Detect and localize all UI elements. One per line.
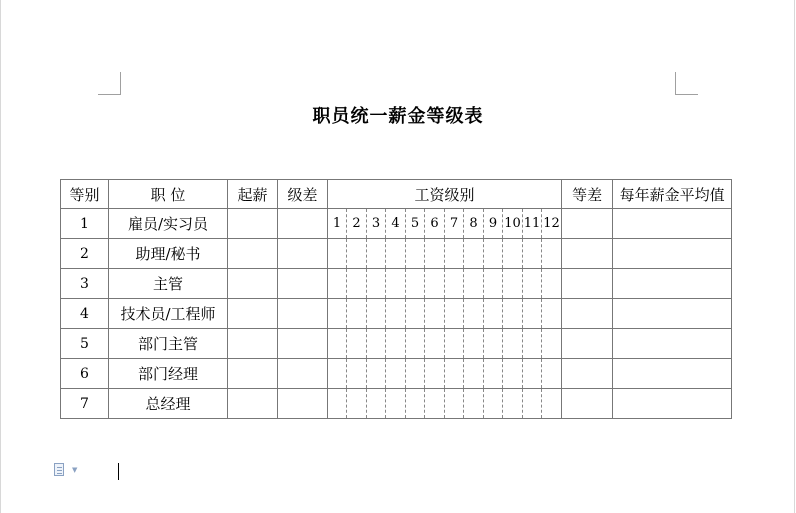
level-diff-cell[interactable] [278, 299, 328, 329]
annual-avg-cell[interactable] [613, 329, 732, 359]
table-row [61, 239, 732, 269]
starting-salary-cell[interactable] [228, 329, 278, 359]
level-cell[interactable] [542, 359, 562, 389]
level-cell[interactable] [406, 299, 425, 329]
level-cell[interactable] [406, 389, 425, 419]
level-number-3[interactable]: 3 [367, 209, 386, 239]
margin-corner-top-right [675, 72, 698, 95]
starting-salary-cell[interactable] [228, 299, 278, 329]
annual-avg-cell[interactable] [613, 269, 732, 299]
level-cell[interactable] [484, 389, 503, 419]
position-cell[interactable]: 部门主管 [109, 329, 228, 359]
level-cell[interactable] [425, 359, 445, 389]
level-cell[interactable] [328, 329, 347, 359]
position-cell[interactable]: 助理/秘书 [109, 239, 228, 269]
header-level-diff[interactable]: 级差 [278, 180, 328, 209]
level-cell[interactable] [445, 389, 464, 419]
level-cell[interactable] [367, 329, 386, 359]
level-cell[interactable] [464, 299, 484, 329]
annual-avg-cell[interactable] [613, 299, 732, 329]
level-cell[interactable] [484, 299, 503, 329]
position-cell[interactable]: 主管 [109, 269, 228, 299]
level-cell[interactable] [367, 239, 386, 269]
table-row [61, 359, 732, 389]
level-cell[interactable] [464, 389, 484, 419]
level-cell[interactable] [328, 239, 347, 269]
level-cell[interactable] [425, 299, 445, 329]
level-cell[interactable] [484, 269, 503, 299]
level-cell[interactable] [386, 299, 406, 329]
grade-cell[interactable]: 6 [61, 359, 109, 389]
level-cell[interactable] [347, 269, 367, 299]
level-cell[interactable] [523, 389, 542, 419]
starting-salary-cell[interactable] [228, 389, 278, 419]
grade-diff-cell[interactable] [562, 209, 613, 239]
level-cell[interactable] [406, 269, 425, 299]
level-diff-cell[interactable] [278, 329, 328, 359]
level-cell[interactable] [425, 269, 445, 299]
level-cell[interactable] [542, 389, 562, 419]
level-cell[interactable] [542, 329, 562, 359]
header-salary-levels[interactable]: 工资级别 [328, 180, 562, 209]
grade-cell[interactable]: 1 [61, 209, 109, 239]
level-number-5[interactable]: 5 [406, 209, 425, 239]
level-number-9[interactable]: 9 [484, 209, 503, 239]
position-cell[interactable]: 总经理 [109, 389, 228, 419]
starting-salary-cell[interactable] [228, 359, 278, 389]
level-cell[interactable] [328, 269, 347, 299]
grade-diff-cell[interactable] [562, 329, 613, 359]
level-cell[interactable] [503, 239, 523, 269]
level-cell[interactable] [347, 359, 367, 389]
level-cell[interactable] [367, 269, 386, 299]
level-cell[interactable] [347, 299, 367, 329]
table-row [61, 299, 732, 329]
level-cell[interactable] [425, 239, 445, 269]
level-cell[interactable] [484, 329, 503, 359]
level-cell[interactable] [328, 359, 347, 389]
starting-salary-cell[interactable] [228, 269, 278, 299]
level-cell[interactable] [347, 329, 367, 359]
level-cell[interactable] [464, 359, 484, 389]
table-row [61, 389, 732, 419]
level-cell[interactable] [328, 389, 347, 419]
grade-cell[interactable]: 4 [61, 299, 109, 329]
level-diff-cell[interactable] [278, 239, 328, 269]
header-starting-salary[interactable]: 起薪 [228, 180, 278, 209]
level-cell[interactable] [523, 359, 542, 389]
level-cell[interactable] [523, 239, 542, 269]
table-header-row [61, 180, 732, 209]
level-cell[interactable] [425, 329, 445, 359]
level-cell[interactable] [464, 269, 484, 299]
grade-diff-cell[interactable] [562, 359, 613, 389]
level-cell[interactable] [503, 359, 523, 389]
level-cell[interactable] [386, 359, 406, 389]
level-cell[interactable] [445, 239, 464, 269]
level-cell[interactable] [464, 239, 484, 269]
table-row [61, 209, 732, 239]
level-cell[interactable] [523, 299, 542, 329]
document-title[interactable]: 职员统一薪金等级表 [312, 106, 484, 127]
level-number-4[interactable]: 4 [386, 209, 406, 239]
level-cell[interactable] [542, 239, 562, 269]
level-cell[interactable] [464, 329, 484, 359]
level-cell[interactable] [523, 269, 542, 299]
grade-diff-cell[interactable] [562, 239, 613, 269]
level-cell[interactable] [406, 329, 425, 359]
position-cell[interactable]: 雇员/实习员 [109, 209, 228, 239]
starting-salary-cell[interactable] [228, 239, 278, 269]
level-cell[interactable] [484, 359, 503, 389]
grade-diff-cell[interactable] [562, 389, 613, 419]
level-cell[interactable] [503, 299, 523, 329]
grade-cell[interactable]: 2 [61, 239, 109, 269]
level-cell[interactable] [425, 389, 445, 419]
level-cell[interactable] [347, 389, 367, 419]
table-row [61, 329, 732, 359]
level-cell[interactable] [503, 389, 523, 419]
level-cell[interactable] [386, 329, 406, 359]
level-cell[interactable] [542, 269, 562, 299]
header-annual-avg[interactable]: 每年薪金平均值 [613, 180, 732, 209]
position-cell[interactable]: 部门经理 [109, 359, 228, 389]
level-number-1[interactable]: 1 [328, 209, 347, 239]
document-paste-options-icon[interactable] [54, 463, 64, 476]
level-cell[interactable] [367, 359, 386, 389]
grade-cell[interactable]: 5 [61, 329, 109, 359]
grade-diff-cell[interactable] [562, 299, 613, 329]
level-cell[interactable] [523, 329, 542, 359]
level-diff-cell[interactable] [278, 269, 328, 299]
text-cursor [118, 463, 119, 480]
annual-avg-cell[interactable] [613, 389, 732, 419]
starting-salary-cell[interactable] [228, 209, 278, 239]
page-edge-right [794, 0, 795, 513]
level-cell[interactable] [484, 239, 503, 269]
header-position[interactable]: 职 位 [109, 180, 228, 209]
level-cell[interactable] [386, 269, 406, 299]
level-cell[interactable] [367, 299, 386, 329]
level-cell[interactable] [328, 299, 347, 329]
level-diff-cell[interactable] [278, 359, 328, 389]
annual-avg-cell[interactable] [613, 209, 732, 239]
level-number-2[interactable]: 2 [347, 209, 367, 239]
level-cell[interactable] [347, 239, 367, 269]
header-grade[interactable]: 等别 [61, 180, 109, 209]
level-number-6[interactable]: 6 [425, 209, 445, 239]
grade-cell[interactable]: 7 [61, 389, 109, 419]
position-cell[interactable]: 技术员/工程师 [109, 299, 228, 329]
level-cell[interactable] [542, 299, 562, 329]
salary-grade-table[interactable] [60, 179, 732, 419]
margin-corner-top-left [98, 72, 121, 95]
level-number-10[interactable]: 10 [503, 209, 523, 239]
level-cell[interactable] [503, 269, 523, 299]
level-cell[interactable] [445, 299, 464, 329]
level-cell[interactable] [367, 389, 386, 419]
chevron-down-icon[interactable]: ▼ [72, 466, 78, 474]
level-cell[interactable] [445, 329, 464, 359]
page-edge-left [0, 0, 1, 513]
level-number-12[interactable]: 12 [542, 209, 562, 239]
grade-diff-cell[interactable] [562, 269, 613, 299]
level-cell[interactable] [503, 329, 523, 359]
annual-avg-cell[interactable] [613, 239, 732, 269]
level-cell[interactable] [445, 359, 464, 389]
level-cell[interactable] [406, 359, 425, 389]
level-cell[interactable] [386, 389, 406, 419]
level-number-11[interactable]: 11 [523, 209, 542, 239]
level-cell[interactable] [386, 239, 406, 269]
level-cell[interactable] [406, 239, 425, 269]
header-grade-diff[interactable]: 等差 [562, 180, 613, 209]
level-number-8[interactable]: 8 [464, 209, 484, 239]
level-cell[interactable] [445, 269, 464, 299]
table-row [61, 269, 732, 299]
level-diff-cell[interactable] [278, 209, 328, 239]
level-diff-cell[interactable] [278, 389, 328, 419]
annual-avg-cell[interactable] [613, 359, 732, 389]
level-number-7[interactable]: 7 [445, 209, 464, 239]
grade-cell[interactable]: 3 [61, 269, 109, 299]
